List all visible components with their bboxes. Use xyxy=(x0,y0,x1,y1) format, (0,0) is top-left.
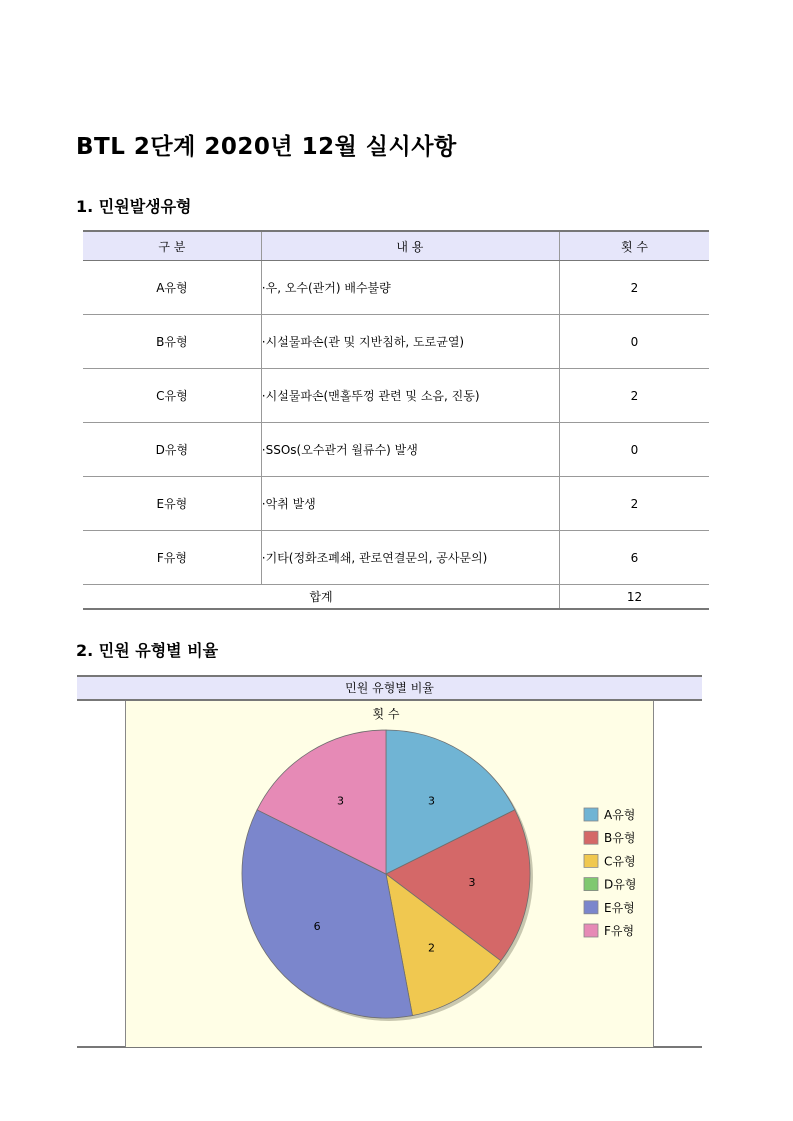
row-content: ·우, 오수(관거) 배수불량 xyxy=(261,261,559,315)
row-content: ·악취 발생 xyxy=(261,477,559,531)
total-value: 12 xyxy=(559,585,709,610)
header-content: 내 용 xyxy=(261,231,559,261)
row-category: E유형 xyxy=(83,477,261,531)
table-row xyxy=(83,315,709,369)
table-row xyxy=(83,423,709,477)
total-label: 합계 xyxy=(83,585,559,610)
pie-data-label: 6 xyxy=(313,920,321,934)
legend-label-F유형: F유형 xyxy=(604,924,635,938)
row-category: D유형 xyxy=(83,423,261,477)
table-row xyxy=(83,477,709,531)
row-count: 0 xyxy=(559,315,709,369)
pie-data-label: 2 xyxy=(428,941,435,955)
table-header-row xyxy=(83,231,709,261)
pie-chart xyxy=(126,701,653,1047)
legend-label-D유형: D유형 xyxy=(604,877,637,892)
row-category: B유형 xyxy=(83,315,261,369)
legend-swatch-B유형 xyxy=(584,831,598,844)
row-count: 0 xyxy=(559,423,709,477)
table-row xyxy=(83,531,709,585)
pie-data-label: 3 xyxy=(428,794,435,808)
header-category: 구 분 xyxy=(83,231,261,261)
row-count: 6 xyxy=(559,531,709,585)
row-count: 2 xyxy=(559,369,709,423)
table-row xyxy=(83,261,709,315)
legend-swatch-E유형 xyxy=(584,901,598,914)
legend-swatch-C유형 xyxy=(584,854,598,867)
row-content: ·SSOs(오수관거 월류수) 발생 xyxy=(261,423,559,477)
pie-data-label: 3 xyxy=(337,794,344,808)
pie-data-label: 3 xyxy=(468,876,476,889)
row-category: C유형 xyxy=(83,369,261,423)
section-heading-type-ratio: 2. 민원 유형별 비율 xyxy=(76,641,219,660)
row-count: 2 xyxy=(559,477,709,531)
row-content: ·시설물파손(맨홀뚜껑 관련 및 소음, 진동) xyxy=(261,369,559,423)
legend-label-A유형: A유형 xyxy=(604,808,636,822)
legend-label-E유형: E유형 xyxy=(604,900,635,915)
table-row xyxy=(83,369,709,423)
section-heading-complaint-types: 1. 민원발생유형 xyxy=(76,197,192,216)
row-category: A유형 xyxy=(83,261,261,315)
row-category: F유형 xyxy=(83,531,261,585)
row-content: ·시설물파손(관 및 지반침하, 도로균열) xyxy=(261,315,559,369)
chart-area xyxy=(125,701,654,1047)
total-row xyxy=(83,585,709,610)
chart-title: 횟 수 xyxy=(372,707,400,721)
row-content: ·기타(정화조폐쇄, 관로연결문의, 공사문의) xyxy=(261,531,559,585)
legend-swatch-D유형 xyxy=(584,878,598,891)
legend-label-C유형: C유형 xyxy=(604,854,636,869)
header-count: 횟 수 xyxy=(559,231,709,261)
page-title: BTL 2단계 2020년 12월 실시사항 xyxy=(76,134,457,160)
chart-header: 민원 유형별 비율 xyxy=(77,675,702,701)
complaint-type-table xyxy=(83,230,709,610)
legend-label-B유형: B유형 xyxy=(604,831,636,846)
legend-swatch-A유형 xyxy=(584,808,598,821)
row-count: 2 xyxy=(559,261,709,315)
legend-swatch-F유형 xyxy=(584,924,598,937)
